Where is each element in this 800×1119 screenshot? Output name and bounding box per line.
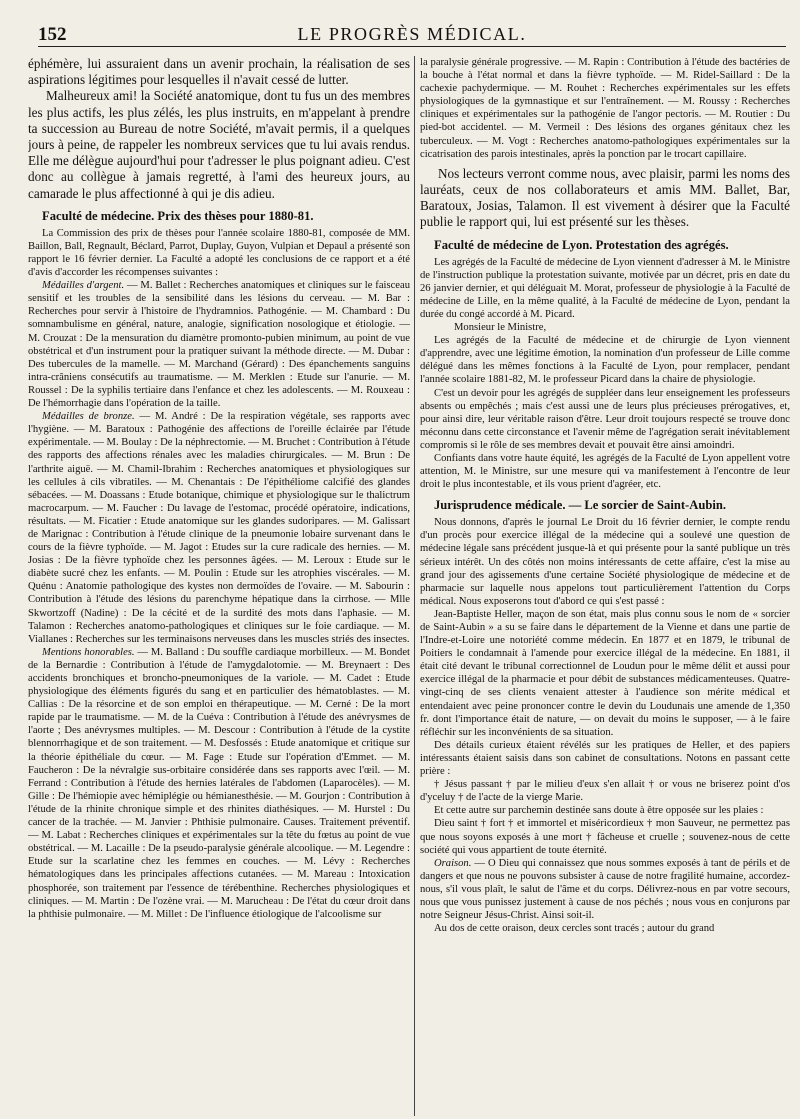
lyon-paragraph-3: C'est un devoir pour les agrégés de suppléer dans leur enseignement les professeurs absents ou empêchés ; mais c'est aussi une de leurs plus précieuses prérogatives, et, pour ainsi dire, leur véritable raison d'être. Leur droit toujours respecté se trouve donc méconnu dans cette circonstance et l'avenir même de l'agrégation serait inévitablement compromis si le rôle de ses membres devait et pouvait être ainsi amoindri. bbox=[420, 387, 790, 451]
intro-paragraph-1: éphémère, lui assuraient dans un avenir prochain, la réalisation de ses aspirations légitimes pour lesquelles il n'avait cessé de lutter. bbox=[28, 56, 410, 88]
prayer-1: † Jésus passant † par le milieu d'eux s'en allait † or vous ne briserez point d'os d'yceluy † de l'acte de la vierge Marie. bbox=[420, 779, 790, 804]
intro-paragraph-2: Malheureux ami! la Société anatomique, dont tu fus un des membres les plus actifs, les plus zélés, les plus instruits, en m'appelant à prendre ta succession au Bureau de notre Société, m'avait permis, il a quelques jours à peine, de rappeler les nombreux services que tu lui avais rendus. Elle me délègue aujourd'hui pour t'adresser le plus poignant adieu. C'est donc au collègue à jamais regretté, à l'ami des heureux jours, au camarade le plus affectionné à qui je dis adieu. bbox=[28, 88, 410, 201]
oraison-label: Oraison. bbox=[434, 857, 472, 869]
jurisprudence-paragraph-5: Et cette autre sur parchemin destinée sans doute à être opposée sur les plaies : bbox=[434, 805, 764, 817]
medailles-argent-text: — M. Ballet : Recherches anatomiques et cliniques sur le faisceau sensitif et les troubles de la sensibilité dans les lésions du cerveau. — M. Bar : Recherches pour servir à l'histoire de l'hydramnios. Pathogénie. — M. Chambard : Du somnambulisme en général, nature, analogie, signification nosologique et étiologie. — M. Crouzat : De la mensuration du diamètre promonto-pubien minimum, au point de vue obstétrical et d'un instrument pour la pratiquer suivant la méthode directe. — M. Dubar : Des tubercules de la mamelle. — M. Marchand (Gérard) : Des épanchements sanguins intra-crâniens consécutifs au traumatisme. — M. Merklen : Etude sur l'anurie. — M. Roussel : De la syphilis tertiaire dans l'enfance et chez les adolescents. — M. Rouxeau : De l'hémorrhagie dans l'opération de la taille. bbox=[28, 280, 410, 410]
medailles-bronze-label: Médailles de bronze. bbox=[42, 411, 135, 423]
medailles-bronze-text: — M. André : De la respiration végétale, ses rapports avec l'hygiène. — M. Baratoux : Pathogénie des affections de l'oreille éclairée par l'étude expérimentale. — M. Boulay : De la néphrectomie. — M. Bruchet : Contribution à l'étude des rapports des affections rénales avec les maladies chirurgicales. — M. Brun : De l'arthrite aiguë. — M. Chamil-Ibrahim : Recherches anatomiques et physiologiques sur les cellules à cils vibratiles. — M. Chenantais : De l'épithéliome calcifié des glandes sébacées. — M. Doassans : Etude botanique, chimique et physiologique sur le thalictrum macrocarpum. — M. Faucher : Du lavage de l'estomac, procédé opératoire, indications, résultats. — M. Ficatier : Etude anatomique sur les glandes sudoripares. — M. Galissart de Marignac : Contribution à l'étude clinique de la pneumonie lobaire survenant dans le cours de la fièvre typhoïde. — M. Jagot : Etudes sur la cure radicale des hernies. — M. Josias : De la fièvre typhoïde chez les personnes âgées. — M. Leroux : Etude sur le diabète sucré chez les enfants. — M. Poulin : Etude sur les atrophies viscérales. — M. Quénu : Anatomie pathologique des kystes non dermoïdes de l'ovaire. — M. Sabourin : Contribution à l'étude des lésions du parenchyme hépatique dans la cirrhose. — Mlle Skwortzoff (Nadine) : De la cécité et de la surdité des mots dans l'aphasie. — M. Talamon : Recherches anatomo-pathologiques et cliniques sur le foie cardiaque. — M. Viallanes : Recherches sur les terminaisons nerveuses dans les muscles striés des insectes. bbox=[28, 411, 410, 645]
section-title-prix-theses: Faculté de médecine. Prix des thèses pour 1880-81. bbox=[42, 208, 314, 223]
mentions-paragraph bbox=[28, 646, 410, 921]
jurisprudence-paragraph-2: Jean-Baptiste Heller, maçon de son état, mais plus connu sous le nom de « sorcier de Saint-Aubin » a su se faire dans le département de la Vienne et dans une partie de l'Indre-et-Loire une notoriété comme médecin. En 1877 et en 1879, le tribunal de Poitiers le condamnait à l'amende pour exercice illégal de la médecine. En 1881, il était cité devant le tribunal correctionnel de Loudun pour le même délit et aussi pour exercice illégal de la pharmacie et pour débit de substances médicamenteuses. Quatre-vingt-cinq de ses clients venaient attester à l'audience son mérite médical et entendaient avec peine prononcer contre le devin du Loudunais une amende de 1,350 fr. dont l'importance était de nature, — on devait du moins le supposer, — à le faire réfléchir sur les inconvénients de sa situation. bbox=[420, 608, 790, 738]
mentions-label: Mentions honorables. bbox=[42, 646, 135, 658]
medailles-argent-label: Médailles d'argent. bbox=[42, 280, 125, 292]
salutation: Monsieur le Ministre, bbox=[454, 322, 547, 334]
lyon-paragraph-2: Les agrégés de la Faculté de médecine et de chirurgie de Lyon viennent d'apprendre, avec une légitime émotion, la nomination d'un professeur de Lille comme délégué dans les mêmes fonctions à la Faculté de Lyon, pour remplacer, pendant l'année scolaire 1881-82, M. le professeur Picard dans la chaire de physiologie. bbox=[420, 335, 790, 386]
journal-title: LE PROGRÈS MÉDICAL. bbox=[297, 24, 527, 44]
left-column bbox=[28, 56, 410, 1116]
mentions-continued-paragraph: la paralysie générale progressive. — M. Rapin : Contribution à l'étude des bactéries de la bouche à l'état normal et dans la fièvre typhoïde. — M. Ridel-Saillard : De la cachexie pachydermique. — M. Rouhet : Recherches expérimentales sur les effets physiologiques de la gymnastique et sur l'entraînement. — M. Roussy : Recherches cliniques et expérimentales sur la pathogénie de l'angor pectoris. — M. Routier : Du pied-bot accidentel. — M. Vermeil : Des lésions des organes génitaux chez les tuberculeux. — M. Vogt : Recherches anatomo-pathologiques expérimentales sur la cicatrisation des parois intestinales, après la ponction par le trocart capillaire. bbox=[420, 57, 790, 160]
page-header bbox=[38, 22, 786, 47]
lyon-paragraph-4: Confiants dans votre haute équité, les agrégés de la Faculté de Lyon appellent votre attention, M. le Ministre, sur une mesure qui va manifestement à l'encontre de leur droit le plus incontestable, et ils vous prient d'agréer, etc. bbox=[420, 452, 790, 491]
readers-note-paragraph: Nos lecteurs verront comme nous, avec plaisir, parmi les noms des lauréats, ceux de nos collaborateurs et amis MM. Ballet, Bar, Baratoux, Josias, Talamon. Il est vivement à désirer que la Faculté publie le rapport qui, lui est présenté sur les thèses. bbox=[420, 165, 790, 230]
oraison-paragraph bbox=[420, 857, 790, 922]
jurisprudence-paragraph-3: Des détails curieux étaient révélés sur les pratiques de Heller, et des papiers intéressants étaient saisis dans son cabinet de consultations. Notons en passant cette prière : bbox=[420, 739, 790, 778]
section-title-lyon: Faculté de médecine de Lyon. Protestation des agrégés. bbox=[434, 237, 729, 252]
commission-paragraph: La Commission des prix de thèses pour l'année scolaire 1880-81, composée de MM. Baillon, Ball, Regnault, Béclard, Parrot, Duplay, Guyon, Vulpian et Depaul a présenté son rapport le 16 février dernier. La Faculté a adopté les conclusions de ce rapport et a été d'avis d'accorder les récompenses suivantes : bbox=[28, 227, 410, 279]
lyon-paragraph-1: Les agrégés de la Faculté de médecine de Lyon viennent d'adresser à M. le Ministre de l'instruction publique la protestation suivante, motivée par un décret, pris en date du 26 janvier dernier, et qui déléguait M. Morat, professeur de physiologie à la Faculté de médecine de Lille, en la même qualité, à la Faculté de médecine de Lyon, pendant la durée du congé accordé à M. Picard. bbox=[420, 256, 790, 320]
right-column bbox=[420, 56, 790, 1116]
medailles-bronze-paragraph bbox=[28, 410, 410, 646]
mentions-text: — M. Balland : Du souffle cardiaque morbilleux. — M. Bondet de la Bernardie : Contribution à l'étude de l'amygdalotomie. — M. Breynaert : Des accidents bronchiques et broncho-pneumoniques de la variole. — M. Cadet : Etude physiologique des éléments figurés du sang et en particulier des hématoblastes. — M. Callias : De la résorcine et de son emploi en thérapeutique. — M. Cerné : De la mort rapide par le traumatisme. — M. de la Cuéva : Contribution à l'étude des anévrysmes de l'aorte ; Des anévrysmes multiples. — M. Descour : Contribution à l'étude de la cystite blennorrhagique et de son traitement. — M. Desfossés : Etude anatomique et critique sur la théorie épithéliale du cœur. — M. Fage : Etude sur l'opération d'Emmet. — M. Faucheron : De la névralgie sus-orbitaire considérée dans ses rapports avec l'œil. — M. Ferrand : Contribution à l'étude des hernies latérales de l'abdomen (Laparocèles). — M. Gille : De l'hémiopie avec hémiplégie ou hémianesthésie. — M. Gourjon : Contribution à l'étude de la rhinite chronique simple et des rhinites diathésiques. — M. Hurstel : Du cancer de la trachée. — M. Janvier : Phthisie pulmonaire. Causes. Traitement préventif. — M. Labat : Recherches cliniques et expérimentales sur la tête du fœtus au point de vue obstétrical. — M. Lacaille : De la pseudo-paralysie générale alcoolique. — M. Legendre : Etude sur la scarlatine chez les femmes en couches. — M. Lévy : Recherches hématologiques dans les principales affections cutanées. — M. Mareau : Intoxication phosphorée, son traitement par l'essence de térébenthine. Recherches physiologiques et cliniques. — M. Martin : De l'ozène vrai. — M. Marucheau : De l'état du cœur droit dans la phthisie pulmonaire. — M. Millet : De l'influence étiologique de l'alcoolisme sur bbox=[28, 646, 410, 920]
jurisprudence-paragraph-1: Nous donnons, d'après le journal Le Droit du 16 février dernier, le compte rendu d'un procès pour exercice illégal de la médecine qui a soulevé une question de médecine légale sans précédent jusque-là et qui présente pour la santé publique un très sérieux intérêt. Un des côtés non moins intéressants de cette affaire, c'est la mise au grand jour des agissements d'une certaine Société physiologique de médecine et de pharmacie sur laquelle nous appelons tout particulièrement l'attention du Corps médical. Nous exposerons tout d'abord ce qui s'est passé : bbox=[420, 517, 790, 607]
oraison-text: — O Dieu qui connaissez que nous sommes exposés à tant de périls et de dangers et que nous ne pouvons subsister à cause de notre fragilité humaine, accordez-nous, s'il vous plaît, le salut de l'âme et du corps. Délivrez-nous en par votre secours, nous que vous punissez justement à cause de nos péchés ; nous vous en conjurons par notre Seigneur Jésus-Christ. Ainsi soit-il. bbox=[420, 857, 790, 922]
jurisprudence-last-line: Au dos de cette oraison, deux cercles sont tracés ; autour du grand bbox=[434, 923, 715, 935]
medailles-argent-paragraph bbox=[28, 279, 410, 410]
prayer-2: Dieu saint † fort † et immortel et miséricordieux † mon Sauveur, ne permettez pas que nous soyons exposés à une mort † fâcheuse et cruelle ; souvenez-nous de cette société qui vous appartient de toute éternité. bbox=[420, 818, 790, 856]
column-divider bbox=[414, 56, 415, 1116]
page-number: 152 bbox=[38, 24, 67, 45]
section-title-jurisprudence: Jurisprudence médicale. — Le sorcier de Saint-Aubin. bbox=[434, 498, 726, 513]
